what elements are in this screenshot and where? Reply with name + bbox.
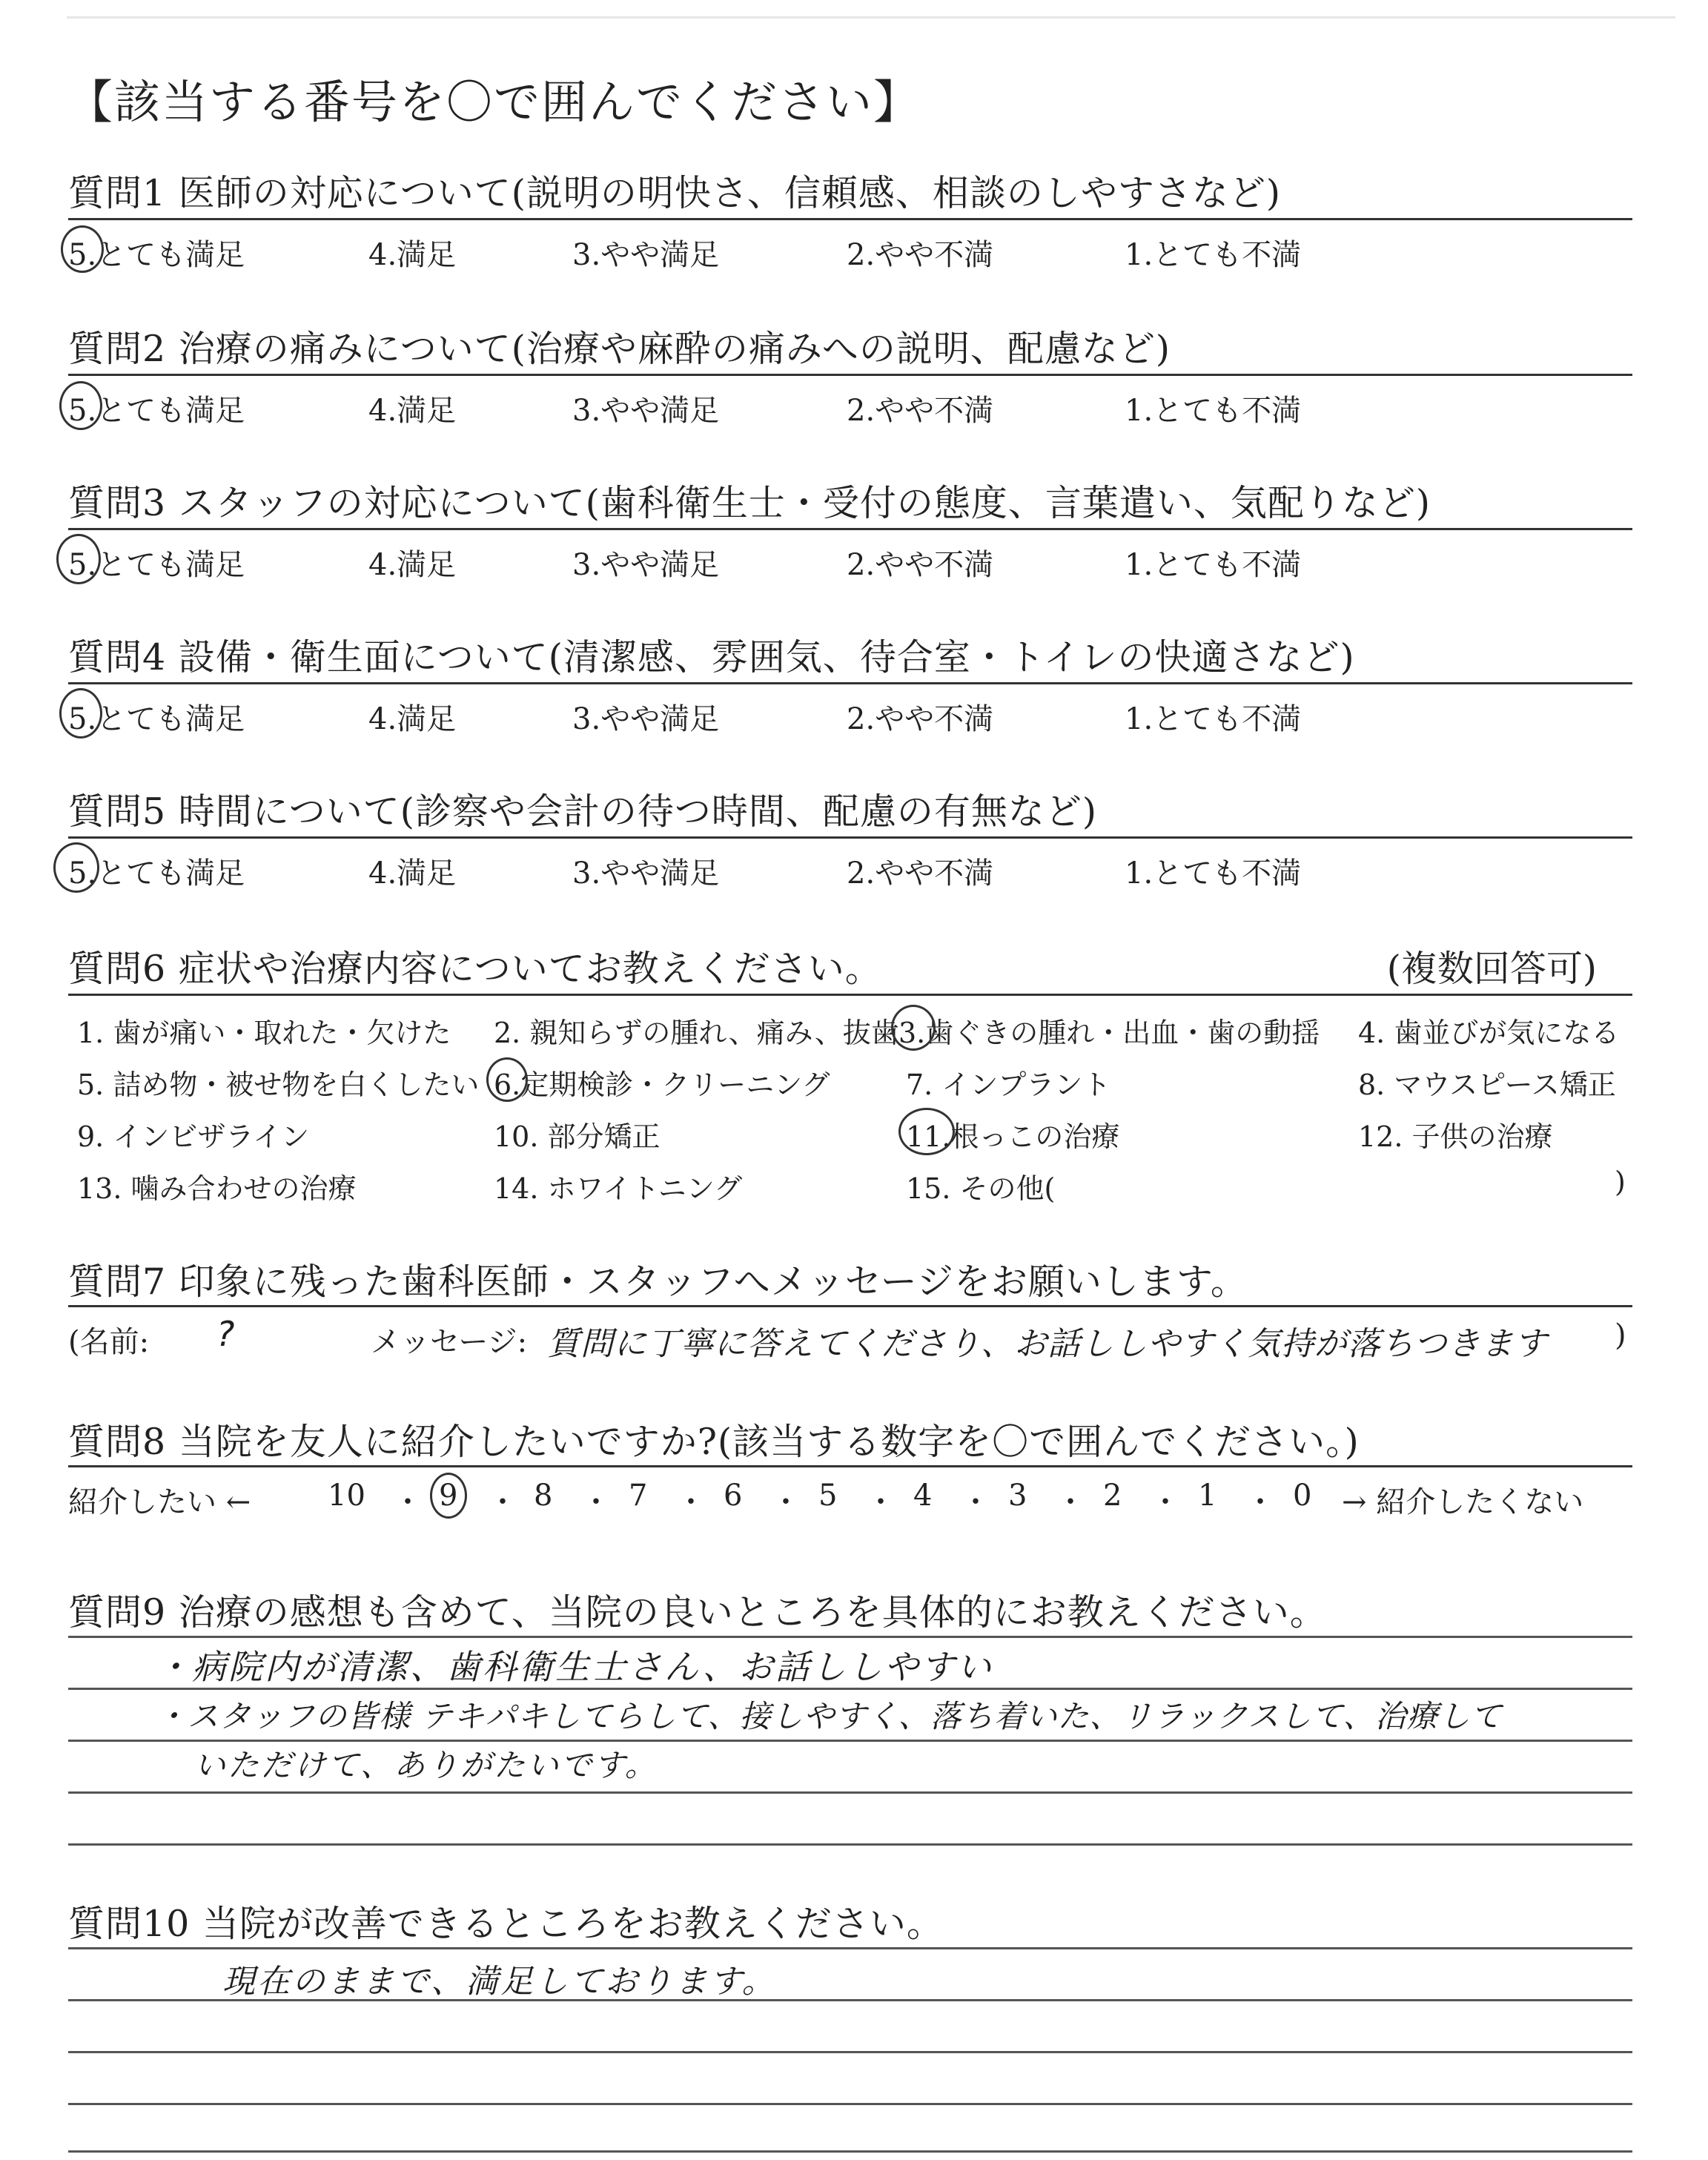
- scale-0[interactable]: 0: [1293, 1479, 1312, 1513]
- multiple-answers-note: (複数回答可): [1386, 948, 1597, 990]
- option-1[interactable]: 1.とても不満: [1125, 856, 1302, 891]
- question-7-rule: [68, 1305, 1632, 1307]
- option-1[interactable]: 1.とても不満: [1125, 394, 1302, 428]
- option-5[interactable]: 5.とても満足: [68, 702, 245, 736]
- question-6-rule: [68, 994, 1632, 996]
- question-6-label: 質問6 症状や治療内容についてお教えください。: [68, 948, 882, 990]
- selection-circle: [59, 381, 102, 430]
- message-value[interactable]: 質問に丁寧に答えてくださり、お話ししやすく気持が落ちつきます: [547, 1325, 1548, 1363]
- scale-9[interactable]: 9: [439, 1479, 458, 1513]
- option-4[interactable]: 4.満足: [368, 238, 457, 272]
- answer-text-line-1[interactable]: ・病院内が清潔、歯科衛生士さん、お話ししやすい: [156, 1647, 993, 1687]
- option-5[interactable]: 5.とても満足: [68, 548, 245, 582]
- question-5-label: 質問5 時間について(診察や会計の待つ時間、配慮の有無など): [68, 790, 1098, 833]
- scale-7[interactable]: 7: [629, 1479, 648, 1513]
- scale-dot: ・: [581, 1485, 611, 1519]
- selection-circle: [56, 534, 101, 584]
- symptom-item-13[interactable]: 13. 噛み合わせの治療: [77, 1172, 357, 1205]
- answer-line: [68, 1688, 1632, 1690]
- question-1-label: 質問1 医師の対応について(説明の明快さ、信頼感、相談のしやすさなど): [68, 172, 1282, 214]
- option-1[interactable]: 1.とても不満: [1125, 702, 1302, 736]
- scale-dot: ・: [393, 1485, 423, 1519]
- question-8-rule: [68, 1465, 1632, 1467]
- name-value[interactable]: ?: [216, 1314, 237, 1354]
- symptom-item-7[interactable]: 7. インプラント: [906, 1069, 1111, 1101]
- option-3[interactable]: 3.やや満足: [572, 238, 720, 272]
- scale-4[interactable]: 4: [913, 1479, 933, 1513]
- answer-text-line-3[interactable]: いただけて、ありがたいです。: [194, 1747, 658, 1783]
- selection-circle: [430, 1473, 467, 1519]
- answer-line: [68, 2051, 1632, 2053]
- selection-circle: [898, 1108, 955, 1155]
- question-4-rule: [68, 682, 1632, 684]
- scale-dot: ・: [771, 1485, 801, 1519]
- scale-dot: ・: [961, 1485, 990, 1519]
- option-1[interactable]: 1.とても不満: [1125, 238, 1302, 272]
- option-5[interactable]: 5.とても満足: [68, 238, 245, 272]
- option-5[interactable]: 5.とても満足: [68, 394, 245, 428]
- scale-left-label: 紹介したい ←: [68, 1485, 251, 1519]
- option-3[interactable]: 3.やや満足: [572, 548, 720, 582]
- answer-line: [68, 1947, 1632, 1949]
- scale-10[interactable]: 10: [328, 1479, 365, 1513]
- answer-line: [68, 2150, 1632, 2153]
- question-4-label: 質問4 設備・衛生面について(清潔感、雰囲気、待合室・トイレの快適さなど): [68, 636, 1355, 678]
- symptom-item-3[interactable]: 3.歯ぐきの腫れ・出血・歯の動揺: [898, 1017, 1320, 1049]
- question-2-rule: [68, 374, 1632, 376]
- question-1-rule: [68, 218, 1632, 220]
- selection-circle: [486, 1057, 528, 1102]
- question-5-rule: [68, 836, 1632, 839]
- scale-dot: ・: [676, 1485, 706, 1519]
- option-1[interactable]: 1.とても不満: [1125, 548, 1302, 582]
- symptom-item-10[interactable]: 10. 部分矯正: [494, 1120, 661, 1153]
- selection-circle: [61, 225, 104, 273]
- symptom-item-11[interactable]: 11.根っこの治療: [906, 1120, 1120, 1153]
- option-2[interactable]: 2.やや不満: [847, 856, 994, 891]
- option-4[interactable]: 4.満足: [368, 702, 457, 736]
- option-4[interactable]: 4.満足: [368, 856, 457, 891]
- scale-8[interactable]: 8: [534, 1479, 553, 1513]
- question-7-label: 質問7 印象に残った歯科医師・スタッフへメッセージをお願いします。: [68, 1261, 1248, 1303]
- scale-1[interactable]: 1: [1198, 1479, 1217, 1513]
- symptom-item-14[interactable]: 14. ホワイトニング: [494, 1172, 743, 1205]
- scale-5[interactable]: 5: [818, 1479, 838, 1513]
- question-10-label: 質問10 当院が改善できるところをお教えください。: [68, 1903, 944, 1945]
- scale-dot: ・: [1151, 1485, 1180, 1519]
- option-5[interactable]: 5.とても満足: [68, 856, 245, 891]
- option-2[interactable]: 2.やや不満: [847, 548, 994, 582]
- message-label: メッセージ:: [371, 1325, 528, 1359]
- answer-text-line-2[interactable]: ・スタッフの皆様 テキパキしてらして、接しやすく、落ち着いた、リラックスして、治療して: [156, 1698, 1503, 1734]
- top-border: [67, 16, 1675, 19]
- question-3-rule: [68, 528, 1632, 530]
- symptom-item-2[interactable]: 2. 親知らずの腫れ、痛み、抜歯: [494, 1017, 899, 1049]
- option-3[interactable]: 3.やや満足: [572, 856, 720, 891]
- option-4[interactable]: 4.満足: [368, 394, 457, 428]
- answer-line: [68, 1791, 1632, 1794]
- symptom-item-4[interactable]: 4. 歯並びが気になる: [1358, 1017, 1620, 1049]
- symptom-item-6[interactable]: 6.定期検診・クリーニング: [494, 1069, 830, 1101]
- option-4[interactable]: 4.満足: [368, 548, 457, 582]
- name-label: (名前:: [68, 1325, 150, 1359]
- question-8-label: 質問8 当院を友人に紹介したいですか?(該当する数字を〇で囲んでください。): [68, 1421, 1360, 1463]
- answer-line: [68, 1843, 1632, 1846]
- selection-circle: [891, 1005, 936, 1051]
- question-3-label: 質問3 スタッフの対応について(歯科衛生士・受付の態度、言葉遣い、気配りなど): [68, 482, 1431, 524]
- symptom-item-5[interactable]: 5. 詰め物・被せ物を白くしたい: [77, 1069, 480, 1101]
- scale-right-label: → 紹介したくない: [1342, 1485, 1584, 1519]
- option-3[interactable]: 3.やや満足: [572, 702, 720, 736]
- question-9-label: 質問9 治療の感想も含めて、当院の良いところを具体的にお教えください。: [68, 1591, 1327, 1634]
- answer-line: [68, 2103, 1632, 2105]
- selection-circle: [53, 842, 99, 893]
- scale-2[interactable]: 2: [1103, 1479, 1122, 1513]
- scale-dot: ・: [866, 1485, 896, 1519]
- symptom-item-15[interactable]: 15. その他(: [906, 1172, 1056, 1205]
- scale-dot: ・: [1056, 1485, 1085, 1519]
- scale-dot: ・: [1245, 1485, 1275, 1519]
- other-close-paren: ): [1615, 1166, 1626, 1198]
- symptom-item-1[interactable]: 1. 歯が痛い・取れた・欠けた: [77, 1017, 451, 1049]
- option-2[interactable]: 2.やや不満: [847, 238, 994, 272]
- symptom-item-9[interactable]: 9. インビザライン: [77, 1120, 310, 1153]
- scale-dot: ・: [488, 1485, 517, 1519]
- scale-3[interactable]: 3: [1008, 1479, 1027, 1513]
- option-2[interactable]: 2.やや不満: [847, 702, 994, 736]
- symptom-item-8[interactable]: 8. マウスピース矯正: [1358, 1069, 1616, 1101]
- symptom-item-12[interactable]: 12. 子供の治療: [1358, 1120, 1553, 1153]
- question-2-label: 質問2 治療の痛みについて(治療や麻酔の痛みへの説明、配慮など): [68, 328, 1171, 370]
- page-title: 【該当する番号を〇で囲んでください】: [67, 75, 921, 129]
- option-3[interactable]: 3.やや満足: [572, 394, 720, 428]
- improvement-answer[interactable]: 現在のままで、満足しております。: [222, 1963, 777, 2001]
- scale-6[interactable]: 6: [724, 1479, 743, 1513]
- selection-circle: [59, 688, 102, 739]
- answer-line: [68, 1999, 1632, 2001]
- option-2[interactable]: 2.やや不満: [847, 394, 994, 428]
- message-close-paren: ): [1615, 1318, 1626, 1353]
- answer-line: [68, 1636, 1632, 1638]
